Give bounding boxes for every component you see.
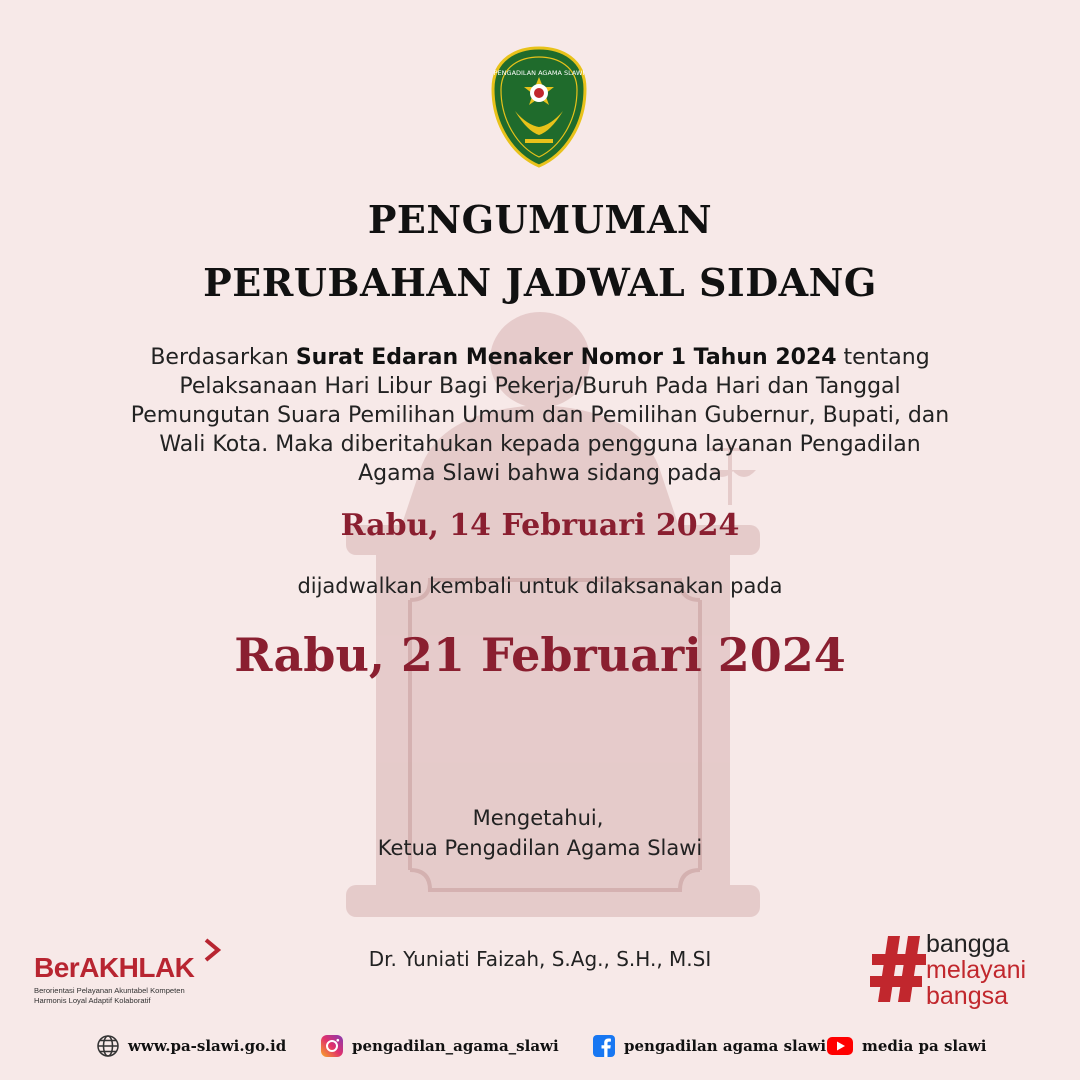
announcement-body xyxy=(100,343,980,488)
body-line-5: Agama Slawi bahwa sidang pada xyxy=(358,461,722,486)
youtube-text: media pa slawi xyxy=(862,1037,987,1055)
footer-contacts xyxy=(0,1032,1080,1062)
acknowledgement-title: Ketua Pengadilan Agama Slawi xyxy=(377,836,703,860)
berakhlak-values-line-2: Harmonis Loyal Adaptif Kolaboratif xyxy=(34,996,151,1005)
youtube-link[interactable] xyxy=(826,1032,986,1060)
body-line-3: Pemungutan Suara Pemilihan Umum dan Pemilihan Gubernur, Bupati, dan xyxy=(130,403,950,428)
facebook-icon xyxy=(592,1034,616,1058)
logo-text: PENGADILAN AGAMA SLAWI xyxy=(493,69,585,77)
website-link[interactable] xyxy=(96,1032,286,1060)
acknowledgement-label: Mengetahui, xyxy=(472,806,604,830)
berakhlak-values-line-1: Berorientasi Pelayanan Akuntabel Kompeten xyxy=(34,986,185,995)
original-date: Rabu, 14 Februari 2024 xyxy=(340,508,740,543)
globe-icon xyxy=(96,1034,120,1058)
berakhlak-logo xyxy=(34,938,234,1008)
title-schedule-change: PERUBAHAN JADWAL SIDANG xyxy=(203,260,877,305)
court-emblem-logo xyxy=(489,45,589,169)
facebook-text: pengadilan agama slawi xyxy=(624,1037,827,1055)
instagram-text: pengadilan_agama_slawi xyxy=(352,1037,559,1055)
chevron-right-icon xyxy=(202,938,224,962)
bangsa-word: bangsa xyxy=(926,982,1009,1010)
facebook-link[interactable] xyxy=(592,1032,826,1060)
instagram-icon xyxy=(320,1034,344,1058)
body-line-1: Berdasarkan Surat Edaran Menaker Nomor 1 Tahun 2024 tentang xyxy=(150,345,930,370)
title-announcement: PENGUMUMAN xyxy=(367,197,713,242)
new-date: Rabu, 21 Februari 2024 xyxy=(234,628,846,682)
berakhlak-word: BerAKHLAK xyxy=(34,952,195,983)
circular-reference: Surat Edaran Menaker Nomor 1 Tahun 2024 xyxy=(295,345,837,370)
bangga-melayani-bangsa-logo xyxy=(870,930,1050,1012)
instagram-link[interactable] xyxy=(320,1032,559,1060)
reschedule-text: dijadwalkan kembali untuk dilaksanakan pada xyxy=(297,574,783,598)
signer-name: Dr. Yuniati Faizah, S.Ag., S.H., M.SI xyxy=(368,947,712,971)
bangga-word: bangga xyxy=(926,930,1010,958)
melayani-word: melayani xyxy=(926,956,1027,984)
website-text: www.pa-slawi.go.id xyxy=(128,1037,287,1055)
body-line-2: Pelaksanaan Hari Libur Bagi Pekerja/Buruh Pada Hari dan Tanggal xyxy=(179,374,901,399)
hashtag-icon xyxy=(870,932,928,1006)
youtube-icon xyxy=(826,1034,854,1058)
body-line-4: Wali Kota. Maka diberitahukan kepada pengguna layanan Pengadilan xyxy=(159,432,921,457)
